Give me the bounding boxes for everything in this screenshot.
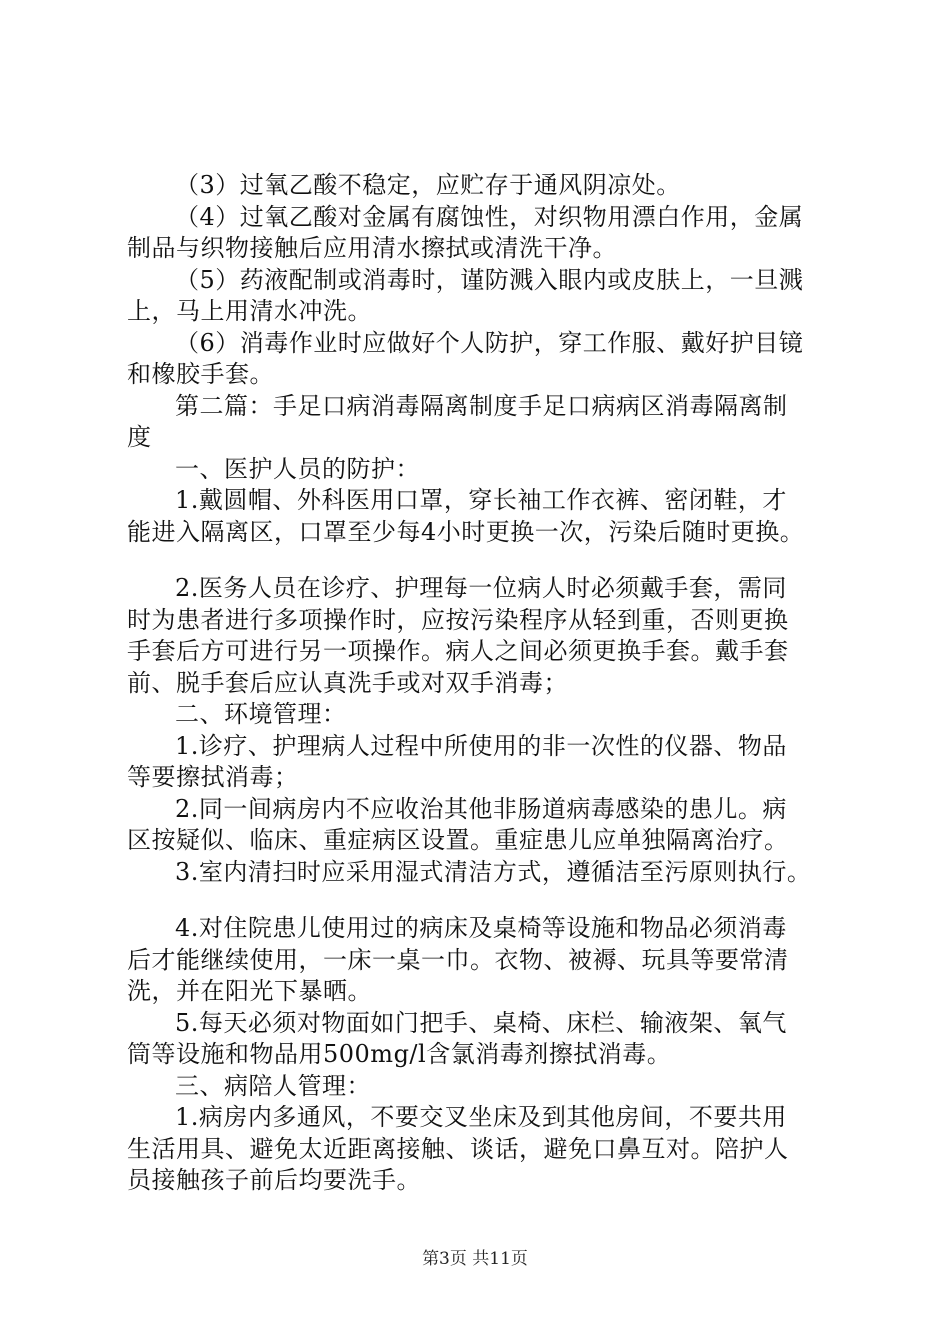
subheading-line: 三、病陪人管理： <box>175 1071 371 1100</box>
paragraph-line: 制品与织物接触后应用清水擦拭或清洗干净。 <box>127 234 617 262</box>
section-heading-line: 第二篇：手足口病消毒隔离制度手足口病病区消毒隔离制 <box>175 391 788 420</box>
subheading-line: 二、环境管理： <box>175 700 347 728</box>
paragraph-line: 3.室内清扫时应采用湿式清洁方式，遵循洁至污原则执行。 <box>175 857 812 886</box>
paragraph-line: 上，马上用清水冲洗。 <box>127 297 372 325</box>
paragraph-line: 员接触孩子前后均要洗手。 <box>127 1166 421 1194</box>
section-heading-line: 度 <box>127 423 152 451</box>
paragraph-line: （4）过氧乙酸对金属有腐蚀性，对织物用漂白作用，金属 <box>175 202 804 231</box>
document-body <box>127 170 843 1197</box>
paragraph-line: 2.医务人员在诊疗、护理每一位病人时必须戴手套，需同 <box>175 574 787 602</box>
paragraph-line: （6）消毒作业时应做好个人防护，穿工作服、戴好护目镜 <box>175 328 804 357</box>
paragraph-line: （5）药液配制或消毒时，谨防溅入眼内或皮肤上，一旦溅 <box>175 265 804 294</box>
paragraph-line: 区按疑似、临床、重症病区设置。重症患儿应单独隔离治疗。 <box>127 826 789 854</box>
paragraph-line: 等要擦拭消毒； <box>127 763 299 791</box>
page-number-footer: 第3页 共11页 <box>422 1249 528 1269</box>
paragraph-line: 1.病房内多通风，不要交叉坐床及到其他房间，不要共用 <box>175 1103 787 1131</box>
paragraph-line: 1.诊疗、护理病人过程中所使用的非一次性的仪器、物品 <box>175 731 787 760</box>
paragraph-line: 洗，并在阳光下暴晒。 <box>127 977 372 1005</box>
paragraph-line: 能进入隔离区，口罩至少每4小时更换一次，污染后随时更换。 <box>127 517 805 546</box>
paragraph-line: 筒等设施和物品用500mg/l含氯消毒剂擦拭消毒。 <box>127 1040 672 1068</box>
paragraph-line: 前、脱手套后应认真洗手或对双手消毒； <box>127 668 568 697</box>
paragraph-line: 2.同一间病房内不应收治其他非肠道病毒感染的患儿。病 <box>175 794 787 823</box>
paragraph-line: 时为患者进行多项操作时，应按污染程序从轻到重，否则更换 <box>127 605 789 634</box>
paragraph-line: 手套后方可进行另一项操作。病人之间必须更换手套。戴手套 <box>127 637 789 665</box>
subheading-line: 一、医护人员的防护： <box>175 454 420 483</box>
paragraph-line: 和橡胶手套。 <box>127 360 274 388</box>
paragraph-line: 生活用具、避免太近距离接触、谈话，避免口鼻互对。陪护人 <box>127 1134 789 1163</box>
paragraph-line: 4.对住院患儿使用过的病床及桌椅等设施和物品必须消毒 <box>175 914 787 942</box>
paragraph-line: （3）过氧乙酸不稳定，应贮存于通风阴凉处。 <box>175 171 681 199</box>
paragraph-line: 5.每天必须对物面如门把手、桌椅、床栏、输液架、氧气 <box>175 1008 787 1037</box>
paragraph-line: 后才能继续使用，一床一桌一巾。衣物、被褥、玩具等要常清 <box>127 945 789 974</box>
paragraph-line: 1.戴圆帽、外科医用口罩，穿长袖工作衣裤、密闭鞋，才 <box>175 486 787 514</box>
